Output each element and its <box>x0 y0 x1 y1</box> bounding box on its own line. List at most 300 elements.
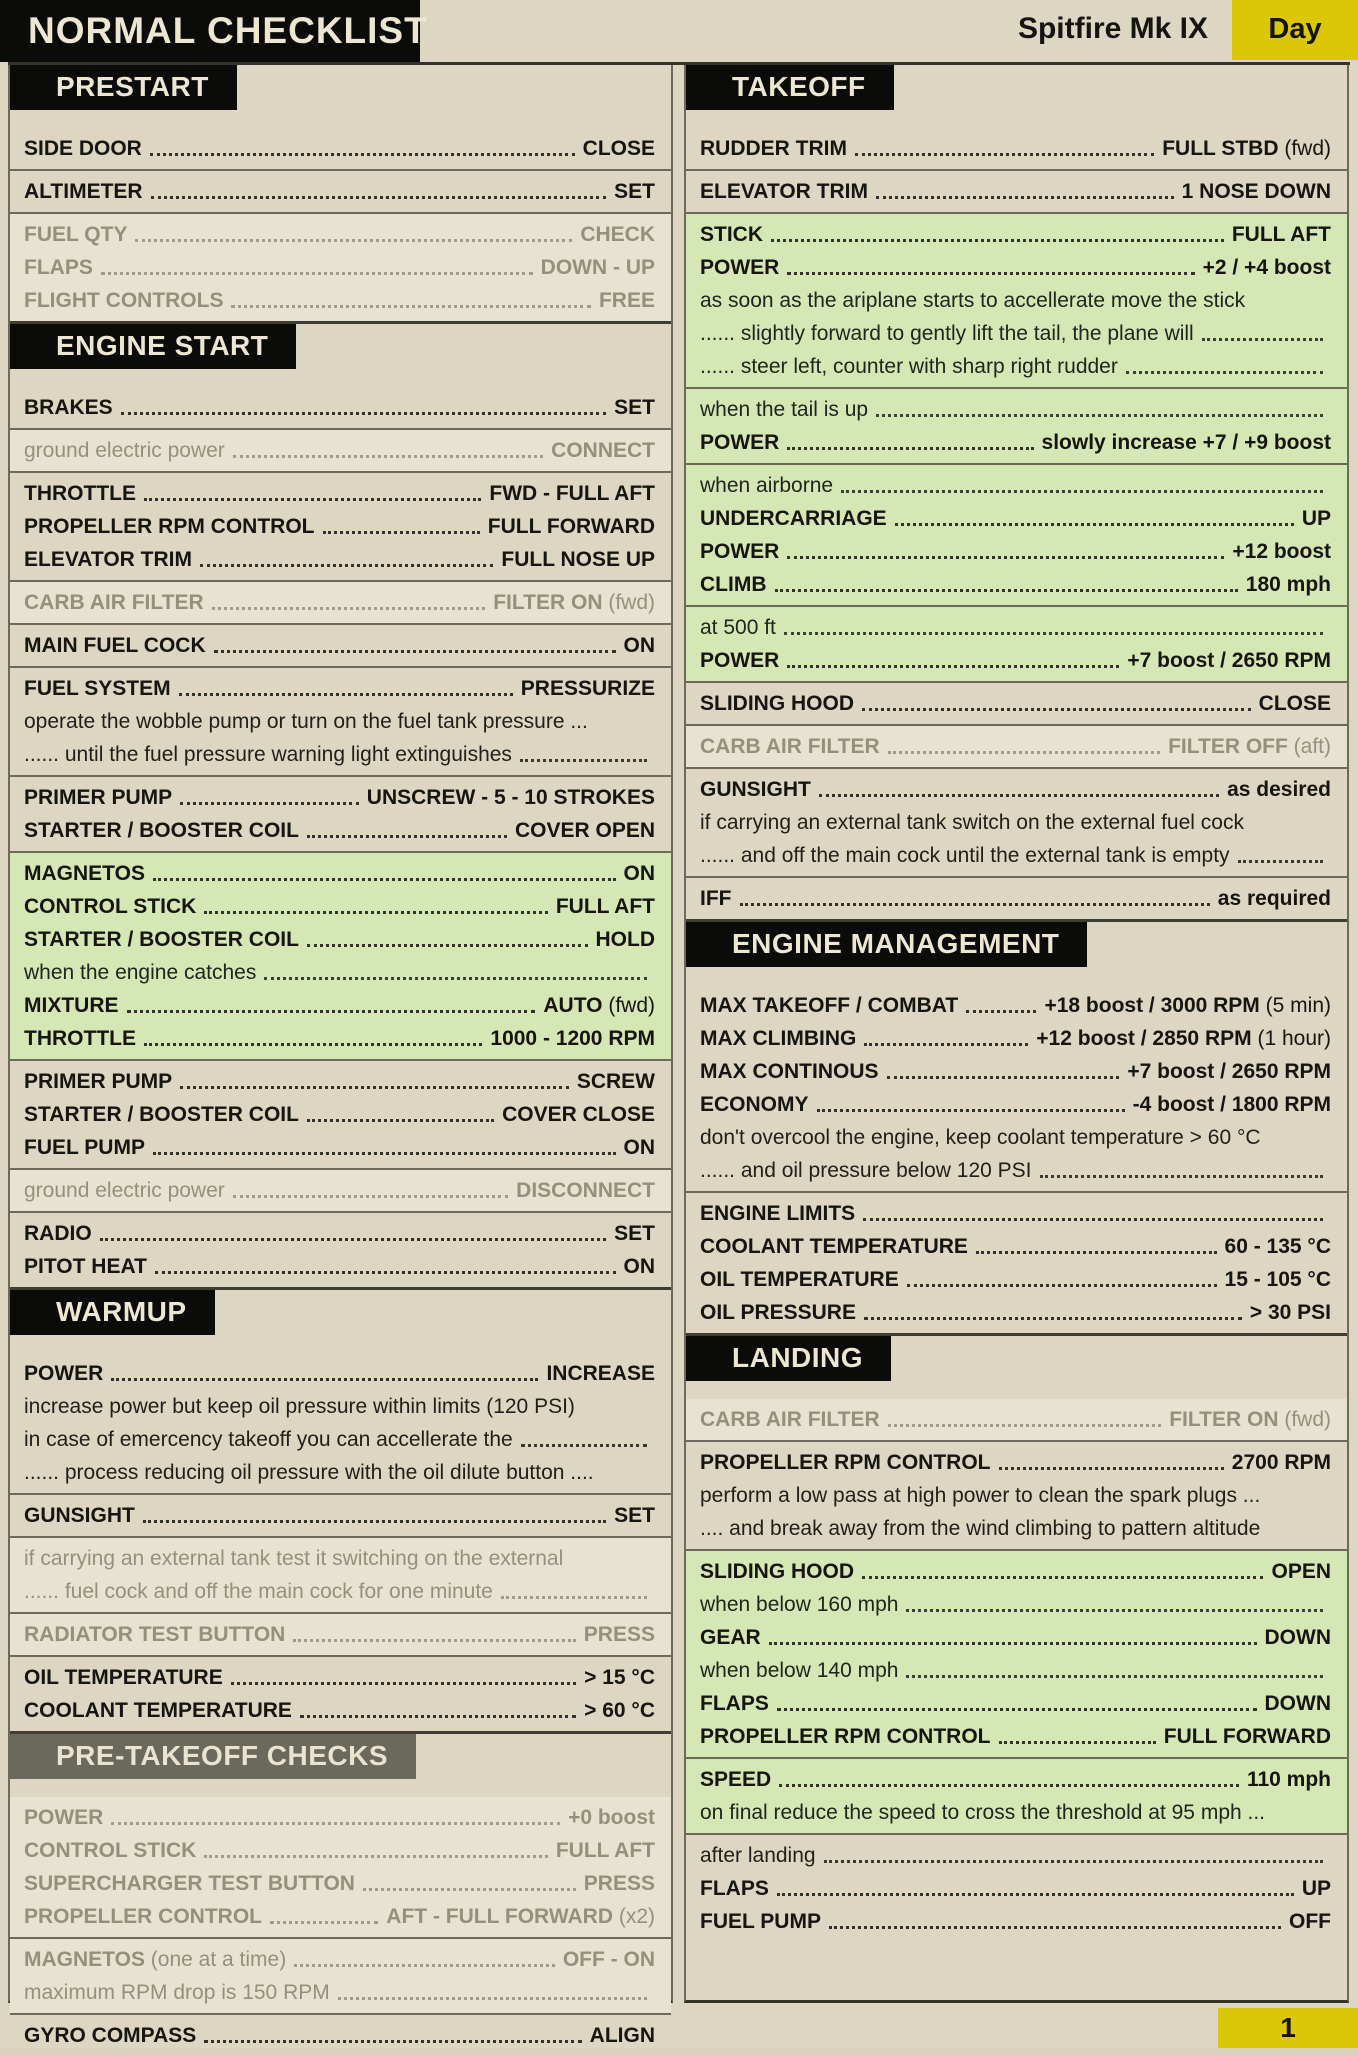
dot-leader <box>307 835 507 838</box>
checklist-note <box>686 284 1347 317</box>
item-label: IFF <box>700 887 732 910</box>
checklist-note <box>686 1839 1347 1872</box>
note-text: ...... and off the main cock until the external tank is empty <box>700 844 1230 867</box>
dot-leader <box>521 1444 647 1447</box>
checklist-item <box>10 1661 671 1694</box>
dot-leader <box>862 708 1251 711</box>
dot-leader <box>135 239 572 242</box>
checklist-item <box>10 510 671 543</box>
checklist-note <box>686 1154 1347 1187</box>
dot-leader <box>876 196 1174 199</box>
checklist-item <box>10 989 671 1022</box>
dot-leader <box>1126 371 1323 374</box>
item-value: > 60 °C <box>584 1699 655 1722</box>
item-label: FUEL PUMP <box>700 1910 821 1933</box>
checklist-note <box>686 1512 1347 1545</box>
item-label: OIL TEMPERATURE <box>24 1666 223 1689</box>
checklist-item <box>10 1250 671 1283</box>
item-value-suffix: (5 min) <box>1259 994 1331 1017</box>
dot-leader <box>307 1119 494 1122</box>
item-value: 2700 RPM <box>1231 1451 1331 1474</box>
item-value: FULL AFT <box>1231 223 1331 246</box>
checklist-item <box>10 1131 671 1164</box>
checklist-item <box>686 1763 1347 1796</box>
note-text: when the tail is up <box>700 398 869 421</box>
item-label: COOLANT TEMPERATURE <box>700 1235 968 1258</box>
checklist-step-group <box>10 1059 671 1168</box>
dot-leader <box>855 153 1154 156</box>
item-value: SCREW <box>576 1070 655 1093</box>
checklist-item <box>10 2019 671 2052</box>
item-label: PROPELLER RPM CONTROL <box>700 1451 991 1474</box>
checklist-step-group <box>10 128 671 169</box>
item-label: STARTER / BOOSTER COIL <box>24 819 299 842</box>
checklist-item <box>10 1900 671 1933</box>
section-warmup <box>10 1287 671 1731</box>
item-value: PRESSURIZE <box>520 677 655 700</box>
checklist-columns <box>8 62 1350 2047</box>
mode-badge: Day <box>1232 0 1358 60</box>
page-number: 1 <box>1218 2008 1358 2048</box>
item-label: FLAPS <box>700 1692 769 1715</box>
note-text: on final reduce the speed to cross the threshold at 95 mph ... <box>700 1801 1266 1824</box>
item-value: ON <box>623 862 655 885</box>
item-value: UP <box>1301 1877 1331 1900</box>
checklist-step-group <box>686 767 1347 876</box>
item-value: slowly increase +7 / +9 boost <box>1041 431 1331 454</box>
checklist-item <box>10 132 671 165</box>
section-title: PRESTART <box>10 65 237 110</box>
item-label: FLAPS <box>700 1877 769 1900</box>
section-engine-management <box>686 919 1347 1333</box>
note-text: perform a low pass at high power to clean the spark plugs ... <box>700 1484 1261 1507</box>
dot-leader <box>1238 860 1323 863</box>
checklist-note <box>10 1423 671 1456</box>
checklist-step-group <box>686 1757 1347 1833</box>
item-value: FULL NOSE UP <box>501 548 655 571</box>
item-value: FILTER OFF <box>1168 735 1288 758</box>
checklist-item <box>10 1499 671 1532</box>
item-label: SPEED <box>700 1768 772 1791</box>
checklist-note <box>10 1542 671 1575</box>
checklist-item <box>10 814 671 847</box>
note-text: at 500 ft <box>700 616 776 639</box>
item-value: DOWN <box>1264 1626 1331 1649</box>
dot-leader <box>841 490 1323 493</box>
checklist-note <box>10 705 671 738</box>
item-value: as required <box>1217 887 1331 910</box>
item-label: ENGINE LIMITS <box>700 1202 856 1225</box>
item-label: OIL TEMPERATURE <box>700 1268 899 1291</box>
dot-leader <box>863 1218 1323 1221</box>
note-text: operate the wobble pump or turn on the fuel tank pressure ... <box>24 710 588 733</box>
checklist-item <box>10 251 671 284</box>
note-text: ...... until the fuel pressure warning light extinguishes <box>24 743 512 766</box>
item-label: COOLANT TEMPERATURE <box>24 1699 292 1722</box>
checklist-step-group <box>686 605 1347 681</box>
item-value: FULL STBD <box>1162 137 1279 160</box>
item-label: RADIO <box>24 1222 92 1245</box>
checklist-note <box>686 806 1347 839</box>
checklist-item <box>10 1217 671 1250</box>
checklist-step-group <box>686 1399 1347 1440</box>
item-label: CARB AIR FILTER <box>700 735 880 758</box>
checklist-item <box>686 1055 1347 1088</box>
checklist-column-2 <box>684 65 1349 2003</box>
dot-leader <box>864 1043 1028 1046</box>
checklist-item <box>10 434 671 467</box>
item-value: COVER CLOSE <box>502 1103 655 1126</box>
checklist-item <box>686 1872 1347 1905</box>
checklist-item <box>686 730 1347 763</box>
checklist-item <box>686 1263 1347 1296</box>
item-value: UP <box>1301 507 1331 530</box>
checklist-step-group <box>10 212 671 321</box>
checklist-item <box>686 1230 1347 1263</box>
item-value: +18 boost / 3000 RPM <box>1044 994 1260 1017</box>
dot-leader <box>976 1251 1217 1254</box>
checklist-step-group <box>10 1937 671 2013</box>
item-label: FUEL QTY <box>24 223 128 246</box>
dot-leader <box>862 1576 1263 1579</box>
item-value: DISCONNECT <box>516 1179 655 1202</box>
checklist-item <box>10 1801 671 1834</box>
item-value: SET <box>614 180 655 203</box>
dot-leader <box>111 1822 560 1825</box>
dot-leader <box>787 556 1224 559</box>
checklist-step-group <box>686 1549 1347 1757</box>
checklist-step-group <box>10 1536 671 1612</box>
dot-leader <box>829 1926 1281 1929</box>
note-text: ...... and oil pressure below 120 PSI <box>700 1159 1032 1182</box>
item-label: OIL PRESSURE <box>700 1301 856 1324</box>
dot-leader <box>819 794 1219 797</box>
item-label: BRAKES <box>24 396 113 419</box>
item-value: FILTER ON <box>493 591 603 614</box>
item-label: CONTROL STICK <box>24 895 197 918</box>
checklist-step-group <box>10 387 671 428</box>
dot-leader <box>887 1076 1120 1079</box>
checklist-note <box>10 1575 671 1608</box>
checklist-item <box>10 175 671 208</box>
item-label: ground electric power <box>24 439 225 462</box>
checklist-item <box>686 568 1347 601</box>
dot-leader <box>294 1964 555 1967</box>
section-title: TAKEOFF <box>686 65 894 110</box>
checklist-note <box>10 1456 671 1489</box>
item-value-suffix: (x2) <box>613 1905 655 1928</box>
checklist-step-group <box>10 580 671 623</box>
note-text: .... and break away from the wind climbing to pattern altitude <box>700 1517 1261 1540</box>
dot-leader <box>779 1784 1239 1787</box>
item-label: PROPELLER RPM CONTROL <box>700 1725 991 1748</box>
checklist-item <box>686 773 1347 806</box>
dot-leader <box>179 693 513 696</box>
checklist-step-group <box>10 1655 671 1731</box>
checklist-step-group <box>686 387 1347 463</box>
checklist-item <box>686 426 1347 459</box>
note-text: in case of emercency takeoff you can accellerate the <box>24 1428 513 1451</box>
dot-leader <box>787 665 1119 668</box>
checklist-item <box>686 1296 1347 1329</box>
checklist-step-group <box>686 876 1347 919</box>
checklist-note <box>686 1479 1347 1512</box>
item-value: 1000 - 1200 RPM <box>490 1027 655 1050</box>
note-text: ...... fuel cock and off the main cock for one minute <box>24 1580 493 1603</box>
dot-leader <box>231 1682 576 1685</box>
dot-leader <box>293 1639 575 1642</box>
item-label: RADIATOR TEST BUTTON <box>24 1623 286 1646</box>
note-text: if carrying an external tank switch on the external fuel cock <box>700 811 1244 834</box>
checklist-note <box>686 393 1347 426</box>
note-text: maximum RPM drop is 150 RPM <box>24 1981 330 2004</box>
item-label: FUEL SYSTEM <box>24 677 171 700</box>
item-value: > 30 PSI <box>1249 1301 1331 1324</box>
checklist-step-group <box>10 169 671 212</box>
section-landing <box>686 1333 1347 1942</box>
note-text: when airborne <box>700 474 834 497</box>
checklist-step-group <box>10 1612 671 1655</box>
aircraft-name: Spitfire Mk IX <box>1017 12 1208 45</box>
checklist-item <box>10 586 671 619</box>
item-label: CARB AIR FILTER <box>24 591 204 614</box>
item-label: SIDE DOOR <box>24 137 142 160</box>
item-label: ECONOMY <box>700 1093 809 1116</box>
dot-leader <box>501 1596 647 1599</box>
item-value-suffix: (1 hour) <box>1251 1027 1331 1050</box>
item-value: +0 boost <box>568 1806 655 1829</box>
checklist-item <box>10 1867 671 1900</box>
checklist-step-group <box>10 1493 671 1536</box>
dot-leader <box>100 1238 606 1241</box>
dot-leader <box>204 1855 548 1858</box>
dot-leader <box>740 903 1210 906</box>
checklist-item <box>686 535 1347 568</box>
checklist-step-group <box>10 666 671 775</box>
checklist-item <box>10 1098 671 1131</box>
dot-leader <box>906 1675 1323 1678</box>
note-text: as soon as the ariplane starts to accellerate move the stick <box>700 289 1246 312</box>
section-engine-start <box>10 321 671 1287</box>
item-label: PROPELLER CONTROL <box>24 1905 263 1928</box>
dot-leader <box>204 911 548 914</box>
item-label: POWER <box>700 649 780 672</box>
checklist-step-group <box>10 2013 671 2056</box>
checklist-note <box>686 1588 1347 1621</box>
checklist-step-group <box>686 1191 1347 1333</box>
dot-leader <box>212 607 486 610</box>
dot-leader <box>787 447 1033 450</box>
item-label: MAGNETOS <box>24 1948 145 1971</box>
item-value: AFT - FULL FORWARD <box>386 1905 613 1928</box>
checklist-note <box>686 350 1347 383</box>
item-value: FULL FORWARD <box>1163 1725 1331 1748</box>
item-label: FLIGHT CONTROLS <box>24 289 224 312</box>
item-value: +2 / +4 boost <box>1202 256 1331 279</box>
dot-leader <box>307 944 588 947</box>
item-label: ELEVATOR TRIM <box>700 180 868 203</box>
item-label: CARB AIR FILTER <box>700 1408 880 1431</box>
note-text: increase power but keep oil pressure within limits (120 PSI) <box>24 1395 575 1418</box>
dot-leader <box>323 531 480 534</box>
item-label: STICK <box>700 223 763 246</box>
checklist-step-group <box>10 471 671 580</box>
item-label: MAX CONTINOUS <box>700 1060 879 1083</box>
item-value: FWD - FULL AFT <box>489 482 655 505</box>
checklist-step-group <box>686 212 1347 387</box>
dot-leader <box>787 272 1194 275</box>
item-value: +7 boost / 2650 RPM <box>1127 1060 1331 1083</box>
item-value: 60 - 135 °C <box>1224 1235 1331 1258</box>
item-value: > 15 °C <box>584 1666 655 1689</box>
section-prestart <box>10 65 671 321</box>
dot-leader <box>777 1708 1257 1711</box>
checklist-item <box>10 391 671 424</box>
dot-leader <box>180 1086 569 1089</box>
checklist-item <box>686 218 1347 251</box>
dot-leader <box>363 1888 576 1891</box>
item-value: CONNECT <box>551 439 655 462</box>
dot-leader <box>888 1424 1162 1427</box>
checklist-item <box>10 477 671 510</box>
checklist-item <box>10 1694 671 1727</box>
item-label: GEAR <box>700 1626 761 1649</box>
checklist-item <box>686 175 1347 208</box>
checklist-item <box>686 251 1347 284</box>
item-value: as desired <box>1227 778 1331 801</box>
item-value: OPEN <box>1271 1560 1331 1583</box>
checklist-step-group <box>10 1211 671 1287</box>
item-value: OFF <box>1289 1910 1331 1933</box>
page-title: NORMAL CHECKLIST <box>0 0 420 62</box>
checklist-note <box>686 1796 1347 1829</box>
note-text: when below 160 mph <box>700 1593 899 1616</box>
item-value: 15 - 105 °C <box>1224 1268 1331 1291</box>
item-label: CLIMB <box>700 573 767 596</box>
note-text: when below 140 mph <box>700 1659 899 1682</box>
checklist-item <box>686 687 1347 720</box>
checklist-item <box>10 1174 671 1207</box>
dot-leader <box>907 1284 1217 1287</box>
checklist-item <box>10 1357 671 1390</box>
checklist-item <box>686 502 1347 535</box>
checklist-item <box>686 1088 1347 1121</box>
item-label: SUPERCHARGER TEST BUTTON <box>24 1872 355 1895</box>
note-text: if carrying an external tank test it switching on the external <box>24 1547 564 1570</box>
checklist-step-group <box>10 1797 671 1937</box>
dot-leader <box>233 1195 508 1198</box>
item-value: OFF - ON <box>562 1948 655 1971</box>
checklist-step-group <box>10 775 671 851</box>
item-label: SLIDING HOOD <box>700 1560 855 1583</box>
item-value: -4 boost / 1800 RPM <box>1132 1093 1331 1116</box>
dot-leader <box>999 1467 1224 1470</box>
checklist-item <box>10 672 671 705</box>
item-label-suffix: (one at a time) <box>144 1948 287 1971</box>
item-label: RUDDER TRIM <box>700 137 847 160</box>
dot-leader <box>143 1520 606 1523</box>
item-value: SET <box>614 396 655 419</box>
checklist-item <box>686 1197 1347 1230</box>
dot-leader <box>520 759 647 762</box>
item-value: 110 mph <box>1246 1768 1331 1791</box>
dot-leader <box>966 1010 1036 1013</box>
checklist-item <box>686 1621 1347 1654</box>
item-value: COVER OPEN <box>514 819 655 842</box>
checklist-item <box>686 989 1347 1022</box>
item-label: STARTER / BOOSTER COIL <box>24 1103 299 1126</box>
checklist-item <box>10 1618 671 1651</box>
item-value: DOWN - UP <box>540 256 655 279</box>
note-text: don't overcool the engine, keep coolant temperature > 60 °C <box>700 1126 1261 1149</box>
dot-leader <box>101 272 533 275</box>
checklist-note <box>686 317 1347 350</box>
item-label: MIXTURE <box>24 994 119 1017</box>
checklist-step-group <box>686 169 1347 212</box>
dot-leader <box>233 455 543 458</box>
item-label: CONTROL STICK <box>24 1839 197 1862</box>
item-value-suffix: (fwd) <box>1278 137 1331 160</box>
item-label: PRIMER PUMP <box>24 1070 173 1093</box>
checklist-item <box>686 1687 1347 1720</box>
checklist-item <box>10 1022 671 1055</box>
dot-leader <box>151 196 607 199</box>
note-text: ...... slightly forward to gently lift the tail, the plane will <box>700 322 1194 345</box>
checklist-item <box>10 890 671 923</box>
item-value: CHECK <box>580 223 655 246</box>
dot-leader <box>200 564 493 567</box>
checklist-step-group <box>686 681 1347 724</box>
dot-leader <box>155 1271 616 1274</box>
item-label: GYRO COMPASS <box>24 2024 197 2047</box>
item-label: POWER <box>24 1362 104 1385</box>
checklist-note <box>686 1654 1347 1687</box>
dot-leader <box>214 650 616 653</box>
section-title: PRE-TAKEOFF CHECKS <box>10 1734 416 1779</box>
checklist-column-1 <box>8 65 673 2047</box>
checklist-item <box>10 1065 671 1098</box>
dot-leader <box>906 1609 1323 1612</box>
checklist-item <box>10 1943 671 1976</box>
item-label: GUNSIGHT <box>700 778 811 801</box>
dot-leader <box>775 589 1238 592</box>
checklist-item <box>10 857 671 890</box>
checklist-item <box>10 923 671 956</box>
checklist-item <box>686 1446 1347 1479</box>
dot-leader <box>784 632 1323 635</box>
section-title: WARMUP <box>10 1290 215 1335</box>
checklist-step-group <box>686 128 1347 169</box>
item-value: FILTER ON <box>1169 1408 1279 1431</box>
checklist-step-group <box>10 1353 671 1493</box>
item-value: PRESS <box>583 1872 655 1895</box>
dot-leader <box>1040 1175 1323 1178</box>
dot-leader <box>264 977 647 980</box>
checklist-item <box>686 1905 1347 1938</box>
item-label: PRIMER PUMP <box>24 786 173 809</box>
dot-leader <box>150 153 575 156</box>
item-label: PITOT HEAT <box>24 1255 147 1278</box>
item-value-suffix: (fwd) <box>602 591 655 614</box>
checklist-item <box>10 543 671 576</box>
item-value: CLOSE <box>582 137 655 160</box>
item-value: AUTO <box>543 994 603 1017</box>
section-title: ENGINE START <box>10 324 296 369</box>
dot-leader <box>864 1317 1242 1320</box>
item-value: +7 boost / 2650 RPM <box>1127 649 1331 672</box>
item-label: THROTTLE <box>24 1027 136 1050</box>
item-value: FREE <box>598 289 655 312</box>
